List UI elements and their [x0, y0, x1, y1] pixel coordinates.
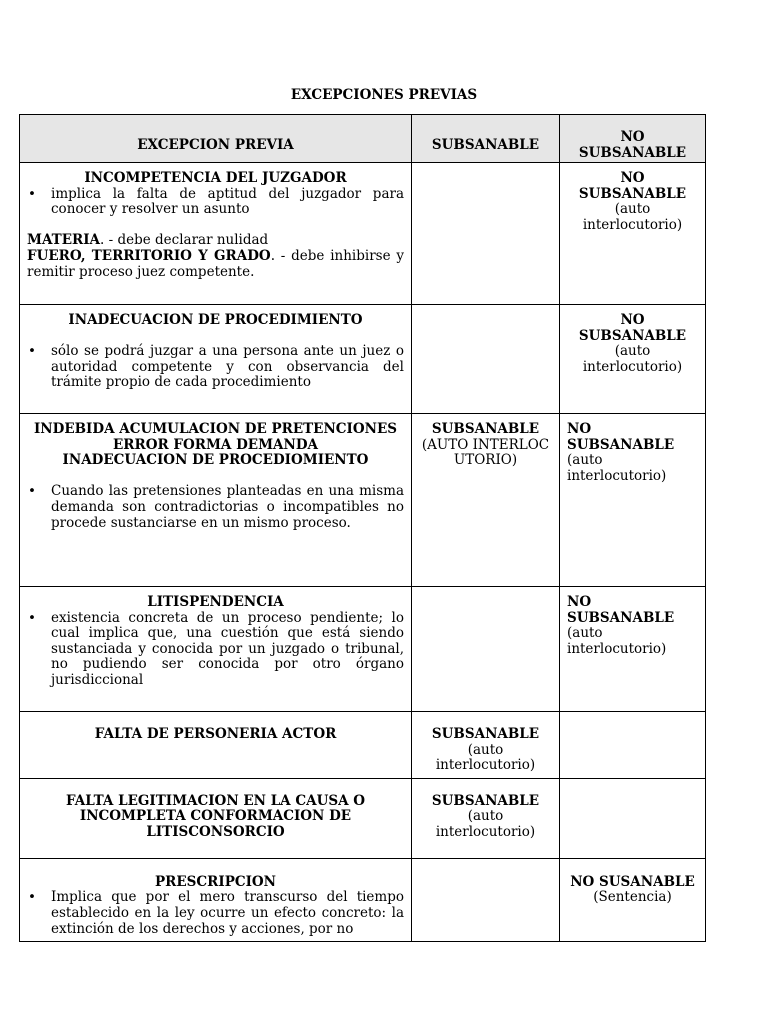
table-row — [20, 414, 706, 587]
subsanable-cell: SUBSANABLE (auto interlocutorio) — [412, 778, 560, 858]
no-subsanable-cell: NO SUBSANABLE (auto interlocutorio) — [560, 163, 706, 305]
excepcion-cell — [20, 163, 412, 305]
excepcion-heading: FALTA DE PERSONERIA ACTOR — [94, 726, 337, 742]
excepcion-heading: LITISPENDENCIA — [147, 594, 284, 610]
subsanable-cell: SUBSANABLE (AUTO INTERLOCUTORIO) — [412, 414, 560, 587]
no-subsanable-cell — [560, 712, 706, 779]
excepcion-heading: FALTA LEGITIMACION EN LA CAUSA O INCOMPLETA CONFORMACION DE LITISCONSORCIO — [65, 792, 366, 840]
excepcion-heading: PRESCRIPCION — [155, 873, 276, 890]
fuero-line: FUERO, TERRITORIO Y GRADO. - debe inhibirse y remitir proceso juez competente. — [27, 247, 404, 280]
table-row — [20, 587, 706, 712]
excepcion-cell: INDEBIDA ACUMULACION DE PRETENCIONES ERROR FORMA DEMANDA INADECUACION DE PROCEDIOMIENTO • Cuando las pretensiones planteadas en una misma demanda son contradictorias o incompatibles no procede sustanciarse en un mismo proceso. — [20, 414, 412, 587]
no-subsanable-cell: NO SUBSANABLE (auto interlocutorio) — [560, 305, 706, 414]
excepcion-cell — [20, 305, 412, 414]
header-excepcion-previa: EXCEPCION PREVIA — [20, 115, 412, 163]
header-subsanable: SUBSANABLE — [412, 115, 560, 163]
no-subsanable-cell — [560, 778, 706, 858]
excepcion-heading: INCOMPETENCIA DEL JUZGADOR — [84, 170, 347, 186]
table-row — [20, 163, 706, 305]
table-row — [20, 712, 706, 779]
subsanable-cell — [412, 587, 560, 712]
subsanable-cell — [412, 163, 560, 305]
excepciones-table — [19, 114, 706, 942]
excepcion-bullet: • sólo se podrá juzgar a una persona ante un juez o autoridad competente y con observancia del trámite propio de cada procedimiento — [51, 344, 404, 391]
table-row — [20, 778, 706, 858]
subsanable-cell: SUBSANABLE (auto interlocutorio) — [412, 712, 560, 779]
no-subsanable-cell: NO SUSANABLE (Sentencia) — [560, 858, 706, 941]
excepcion-bullet: • implica la falta de aptitud del juzgador para conocer y resolver un asunto — [51, 187, 404, 218]
excepcion-cell — [20, 712, 412, 779]
table-header-row — [20, 115, 706, 163]
excepcion-cell — [20, 778, 412, 858]
subsanable-cell — [412, 305, 560, 414]
table-row — [20, 858, 706, 941]
page-title: EXCEPCIONES PREVIAS — [290, 87, 478, 103]
header-no-subsanable: NO SUBSANABLE — [560, 115, 706, 163]
excepcion-heading: INADECUACION DE PROCEDIMIENTO — [68, 312, 363, 328]
subsanable-cell — [412, 858, 560, 941]
excepcion-cell — [20, 587, 412, 712]
table-row — [20, 305, 706, 414]
excepcion-cell — [20, 858, 412, 941]
excepcion-bullet: • Implica que por el mero transcurso del tiempo establecido en la ley ocurre un efecto concreto: la extinción de los derechos y acciones, por no — [51, 890, 404, 936]
no-subsanable-cell: NO SUBSANABLE (auto interlocutorio) — [560, 414, 706, 587]
no-subsanable-cell: NO SUBSANABLE (auto interlocutorio) — [560, 587, 706, 712]
excepcion-bullet: • Cuando las pretensiones planteadas en una misma demanda son contradictorias o incompatibles no procede sustanciarse en un mismo proceso. — [51, 484, 404, 531]
materia-line: MATERIA. - debe declarar nulidad — [27, 232, 269, 249]
excepcion-bullet: • existencia concreta de un proceso pendiente; lo cual implica que, una cuestión que está siendo sustanciada y conocida por un juzgado o tribunal, no pudiendo ser conocida por otro órgano jurisdiccional — [51, 611, 404, 689]
